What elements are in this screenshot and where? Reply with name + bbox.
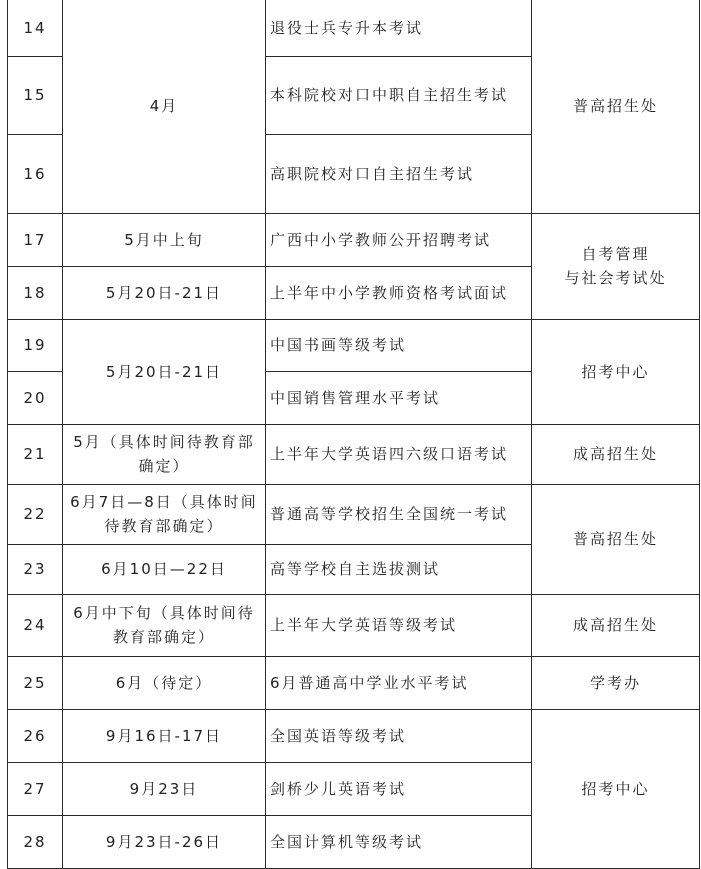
table-row	[8, 484, 700, 544]
exam-date: 4月	[63, 0, 266, 213]
exam-name: 剑桥少儿英语考试	[266, 762, 532, 815]
table-row	[8, 709, 700, 762]
exam-date: 9月23日	[63, 762, 266, 815]
exam-date: 5月中上旬	[63, 213, 266, 266]
table-row	[8, 0, 700, 56]
exam-name: 中国书画等级考试	[266, 319, 532, 371]
row-number: 19	[8, 319, 63, 371]
row-number: 21	[8, 424, 63, 484]
exam-name: 退役士兵专升本考试	[266, 0, 532, 56]
exam-name: 中国销售管理水平考试	[266, 371, 532, 424]
exam-date: 5月20日-21日	[63, 266, 266, 319]
row-number: 14	[8, 0, 63, 56]
exam-schedule-table	[7, 0, 700, 869]
exam-date: 5月（具体时间待教育部确定）	[63, 424, 266, 484]
exam-name: 上半年大学英语四六级口语考试	[266, 424, 532, 484]
row-number: 24	[8, 594, 63, 656]
department-line: 自考管理	[581, 245, 650, 263]
row-number: 27	[8, 762, 63, 815]
department: 普高招生处	[532, 484, 700, 594]
exam-name: 6月普通高中学业水平考试	[266, 656, 532, 709]
exam-name: 全国英语等级考试	[266, 709, 532, 762]
row-number: 15	[8, 56, 63, 134]
row-number: 25	[8, 656, 63, 709]
department: 招考中心	[532, 709, 700, 868]
exam-date: 5月20日-21日	[63, 319, 266, 424]
exam-name: 普通高等学校招生全国统一考试	[266, 484, 532, 544]
exam-date: 6月7日—8日（具体时间待教育部确定）	[63, 484, 266, 544]
table-row	[8, 213, 700, 266]
exam-date: 6月10日—22日	[63, 544, 266, 594]
exam-name: 广西中小学教师公开招聘考试	[266, 213, 532, 266]
department: 学考办	[532, 656, 700, 709]
exam-date: 9月16日-17日	[63, 709, 266, 762]
department: 成高招生处	[532, 594, 700, 656]
exam-name: 全国计算机等级考试	[266, 815, 532, 868]
table-row	[8, 424, 700, 484]
department: 招考中心	[532, 319, 700, 424]
department-line: 与社会考试处	[564, 269, 667, 287]
row-number: 18	[8, 266, 63, 319]
exam-name: 上半年中小学教师资格考试面试	[266, 266, 532, 319]
row-number: 20	[8, 371, 63, 424]
department	[532, 213, 700, 319]
exam-name: 高等学校自主选拔测试	[266, 544, 532, 594]
table-row	[8, 319, 700, 371]
row-number: 16	[8, 134, 63, 213]
exam-name: 上半年大学英语等级考试	[266, 594, 532, 656]
row-number: 17	[8, 213, 63, 266]
row-number: 28	[8, 815, 63, 868]
department: 普高招生处	[532, 0, 700, 213]
exam-date: 9月23日-26日	[63, 815, 266, 868]
table-row	[8, 656, 700, 709]
table-row	[8, 594, 700, 656]
exam-date: 6月（待定）	[63, 656, 266, 709]
exam-name: 本科院校对口中职自主招生考试	[266, 56, 532, 134]
row-number: 26	[8, 709, 63, 762]
row-number: 22	[8, 484, 63, 544]
exam-name: 高职院校对口自主招生考试	[266, 134, 532, 213]
exam-date: 6月中下旬（具体时间待教育部确定）	[63, 594, 266, 656]
row-number: 23	[8, 544, 63, 594]
department: 成高招生处	[532, 424, 700, 484]
